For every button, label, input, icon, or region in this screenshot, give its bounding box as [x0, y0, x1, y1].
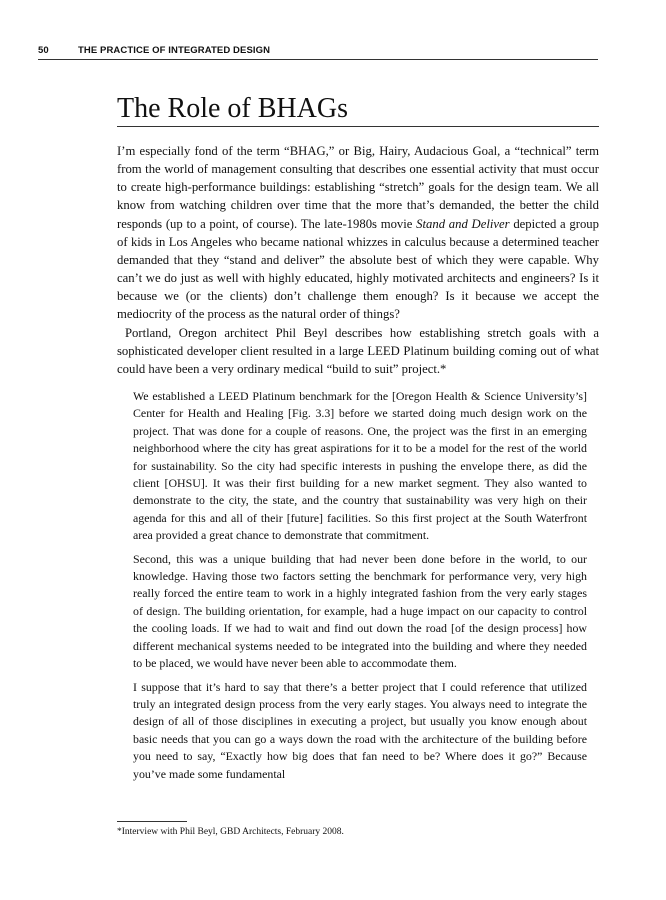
running-header [38, 45, 598, 60]
quote-paragraph-2: Second, this was a unique building that had never been done before in the world, to our knowledge. Having those two factors setting the benchmark for performance very, very high really forced the entire team to work in a highly integrated fashion from the very early stages of design. The building orientation, for example, had a huge impact on our capacity to control the cooling loads. If we had to wait and find out down the road [of the design process] how different mechanical systems needed to be integrated into the building and where they needed to be placed, we would have never been able to accommodate them. [133, 551, 587, 671]
body-text [117, 142, 599, 378]
paragraph-bhag-end: depicted a group of kids in Los Angeles who became national whizzes in calculus because a determined teacher demanded that they “stand and deliver” the absolute best of which they were capable. Why can’t we do just as well with highly educated, highly motivated architects and engineers? Is it because we (or the clients) don’t challenge them enough? Is it because we accept the mediocrity of the process as the natural order of things? [117, 216, 599, 322]
block-quote [133, 388, 587, 789]
movie-title: Stand and Deliver [416, 216, 510, 231]
page-number: 50 [38, 45, 49, 56]
paragraph-bhag [117, 142, 599, 324]
footnote: *Interview with Phil Beyl, GBD Architects, February 2008. [117, 827, 344, 837]
footnote-divider [117, 821, 187, 822]
paragraph-portland: Portland, Oregon architect Phil Beyl describes how establishing stretch goals with a sophisticated developer client resulted in a large LEED Platinum building coming out of what could have been a very ordinary medical “build to suit” project.* [117, 325, 599, 376]
quote-paragraph-3: I suppose that it’s hard to say that there’s a better project that I could reference that utilized truly an integrated design process from the very early stages. You always need to integrate the design of all of those disciplines in executing a project, but usually you know enough about basic needs that you can go a ways down the road with the architecture of the building before you need to say, “Exactly how big does that fan need to be? Where does it go?” Because you’ve made some fundamental [133, 679, 587, 781]
quote-paragraph-1: We established a LEED Platinum benchmark for the [Oregon Health & Science University’s] Center for Health and Healing [Fig. 3.3] before we started doing much design work on the project. That was done for a couple of reasons. One, the project was the first in an emerging neighborhood where the city has great aspirations for it to be a model for the rest of the world for sustainability. So the city had specific interests in pushing the envelope there, as did the client [OHSU]. It was their first building for a new market segment. They also wanted to demonstrate to the city, the state, and the country that sustainability was very high on their agenda for this and all of their [future] facilities. So this first project at the South Waterfront area provided a great chance to demonstrate that commitment. [133, 389, 587, 543]
running-title: THE PRACTICE OF INTEGRATED DESIGN [78, 45, 271, 56]
section-title: The Role of BHAGs [117, 93, 599, 127]
paragraph-bhag-start: I’m especially fond of the term “BHAG,” or Big, Hairy, Audacious Goal, a “technical” term from the world of management consulting that describes one essential activity that must occur to create high-performance buildings: establishing “stretch” goals for the design team. We all know from watching children over time that the more that’s demanded, the better the child responds (up to a point, of course). The late-1980s movie [117, 144, 599, 231]
